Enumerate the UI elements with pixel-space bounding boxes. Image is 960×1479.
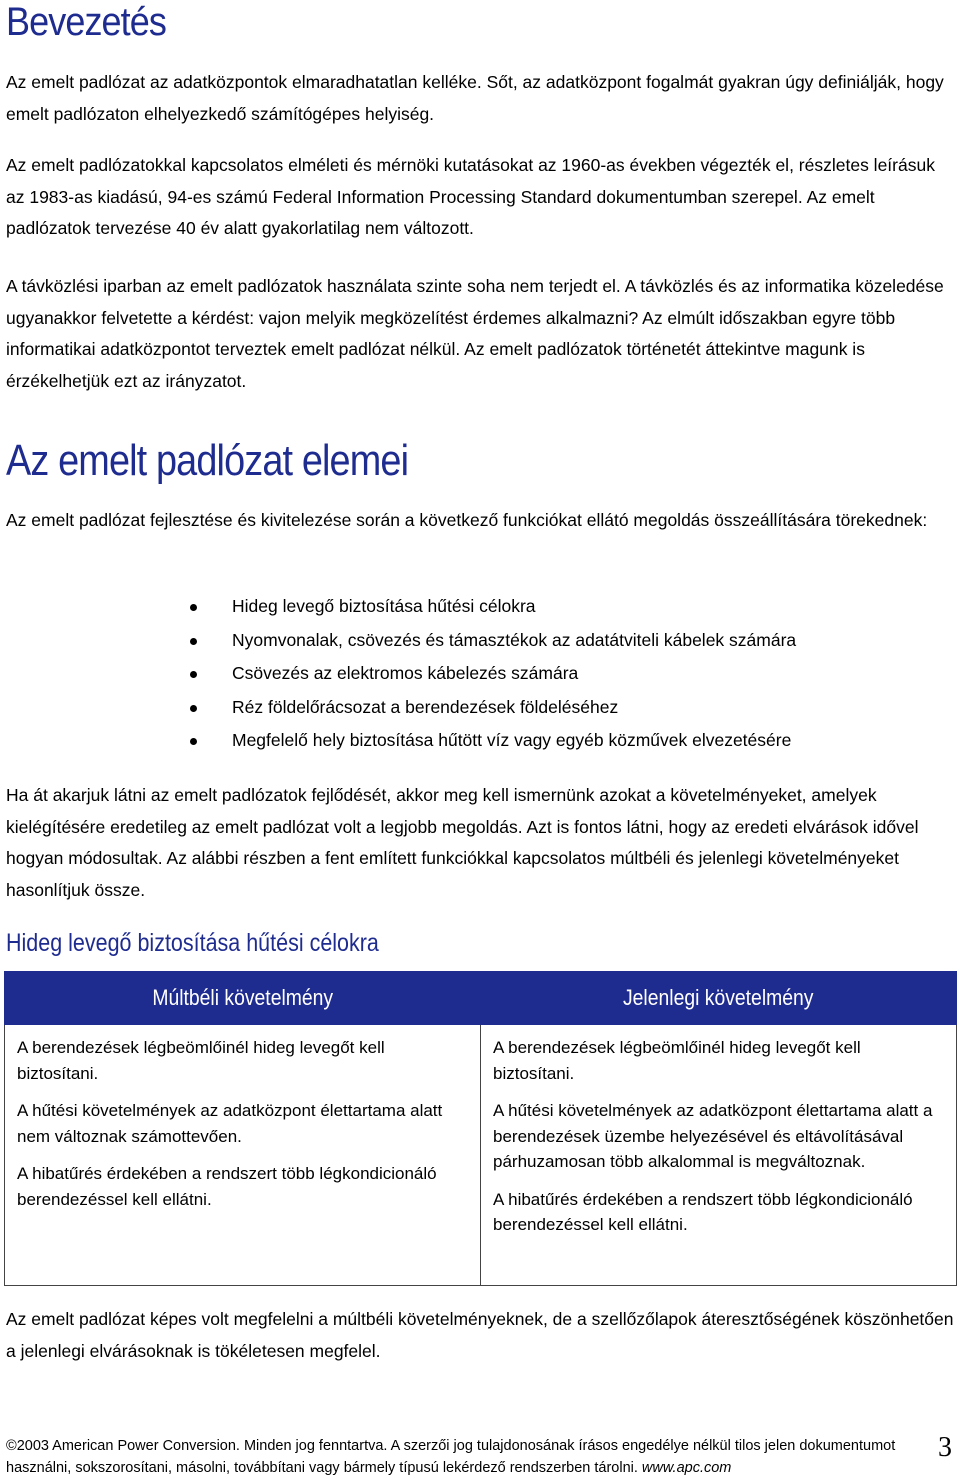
intro-paragraph-2: Az emelt padlózatokkal kapcsolatos elméleti és mérnöki kutatásokat az 1960-as években végezték el, részletes leírásuk az 1983-as kiadású, 94-es számú Federal Information Processing Standard dokumentumban szerepel. Az emelt padlózatok tervezése 40 év alatt gyakorlatilag nem változott. [6,155,935,238]
past-requirements-cell [5,1025,481,1286]
current-item: A hűtési követelmények az adatközpont élettartama alatt a berendezések üzembe helyezésével és eltávolításával párhuzamosan több alkalommal is megváltoznak. [493,1101,933,1171]
requirements-paragraph: Ha át akarjuk látni az emelt padlózatok fejlődését, akkor meg kell ismernünk azokat a követelményeket, amelyek kielégítésére eredetileg az emelt padlózat volt a legjobb megoldás. Azt is fontos látni, hogy az eredeti elvárások idővel hogyan módosultak. Az alábbi részben a fent említett funkciókkal kapcsolatos múltbéli és jelenlegi követelményeket hasonlítjuk össze. [6,785,919,900]
bullet-icon [190,738,197,745]
col-header-current: Jelenlegi követelmény [481,972,957,1025]
footer [6,1435,926,1479]
list-item: Hideg levegő biztosítása hűtési célokra [186,590,946,624]
elements-paragraph: Az emelt padlózat fejlesztése és kivitelezése során a következő funkciókat ellátó megoldás összeállítására törekednek: [6,510,928,530]
footer-url[interactable]: www.apc.com [641,1460,732,1476]
current-item: A hibatűrés érdekében a rendszert több légkondicionáló berendezéssel kell ellátni. [493,1189,913,1234]
bullet-icon [190,671,197,678]
past-item: A hibatűrés érdekében a rendszert több légkondicionáló berendezéssel kell ellátni. [17,1164,437,1209]
current-item: A berendezések légbeömlőinél hideg levegőt kell biztosítani. [493,1038,861,1083]
past-item: A berendezések légbeömlőinél hideg levegőt kell biztosítani. [17,1038,385,1083]
list-item: Nyomvonalak, csövezés és támasztékok az adatátviteli kábelek számára [186,624,946,658]
copyright-icon: © [6,1438,17,1454]
page-number: 3 [938,1432,952,1463]
col-header-past: Múltbéli követelmény [5,972,481,1025]
heading-bevezetes: Bevezetés [6,0,167,44]
bullet-icon [190,638,197,645]
table-row [5,1025,957,1286]
table-header-row [5,972,957,1025]
bullet-icon [190,604,197,611]
copyright-text: 2003 American Power Conversion. Minden jog fenntartva. A szerzői jog tulajdonosának írásos engedélye nélkül tilos jelen dokumentumot használni, sokszorosítani, másolni, továbbítani vagy bármely típusú lekérdező rendszerben tárolni. [6,1438,896,1476]
past-item: A hűtési követelmények az adatközpont élettartama alatt nem változnak számottevően. [17,1101,443,1146]
list-item: Megfelelő hely biztosítása hűtött víz vagy egyéb közművek elvezetésére [186,724,946,758]
heading-elemei: Az emelt padlózat elemei [6,436,409,485]
list-item: Réz földelőrácsozat a berendezések földeléséhez [186,691,946,725]
heading-hideg-levego: Hideg levegő biztosítása hűtési célokra [6,929,379,957]
requirements-table [4,971,957,1286]
function-list [186,590,946,758]
bullet-icon [190,705,197,712]
list-item: Csövezés az elektromos kábelezés számára [186,657,946,691]
conclusion-paragraph: Az emelt padlózat képes volt megfelelni a múltbéli követelményeknek, de a szellőzőlapok áteresztőségének köszönhetően a jelenlegi elvárásoknak is tökéletesen megfelel. [6,1309,954,1361]
current-requirements-cell [481,1025,957,1286]
intro-paragraph-1: Az emelt padlózat az adatközpontok elmaradhatatlan kelléke. Sőt, az adatközpont fogalmát gyakran úgy definiálják, hogy emelt padlózaton elhelyezkedő számítógépes helyiség. [6,72,944,124]
intro-paragraph-3: A távközlési iparban az emelt padlózatok használata szinte soha nem terjedt el. A távközlés és az informatika közeledése ugyanakkor felvetette a kérdést: vajon melyik megközelítést érdemes alkalmazni? Az elmúlt időszakban egyre több informatikai adatközpontot terveztek emelt padlózat nélkül. Az emelt padlózatok történetét áttekintve magunk is érzékelhetjük ezt az irányzatot. [6,276,944,391]
